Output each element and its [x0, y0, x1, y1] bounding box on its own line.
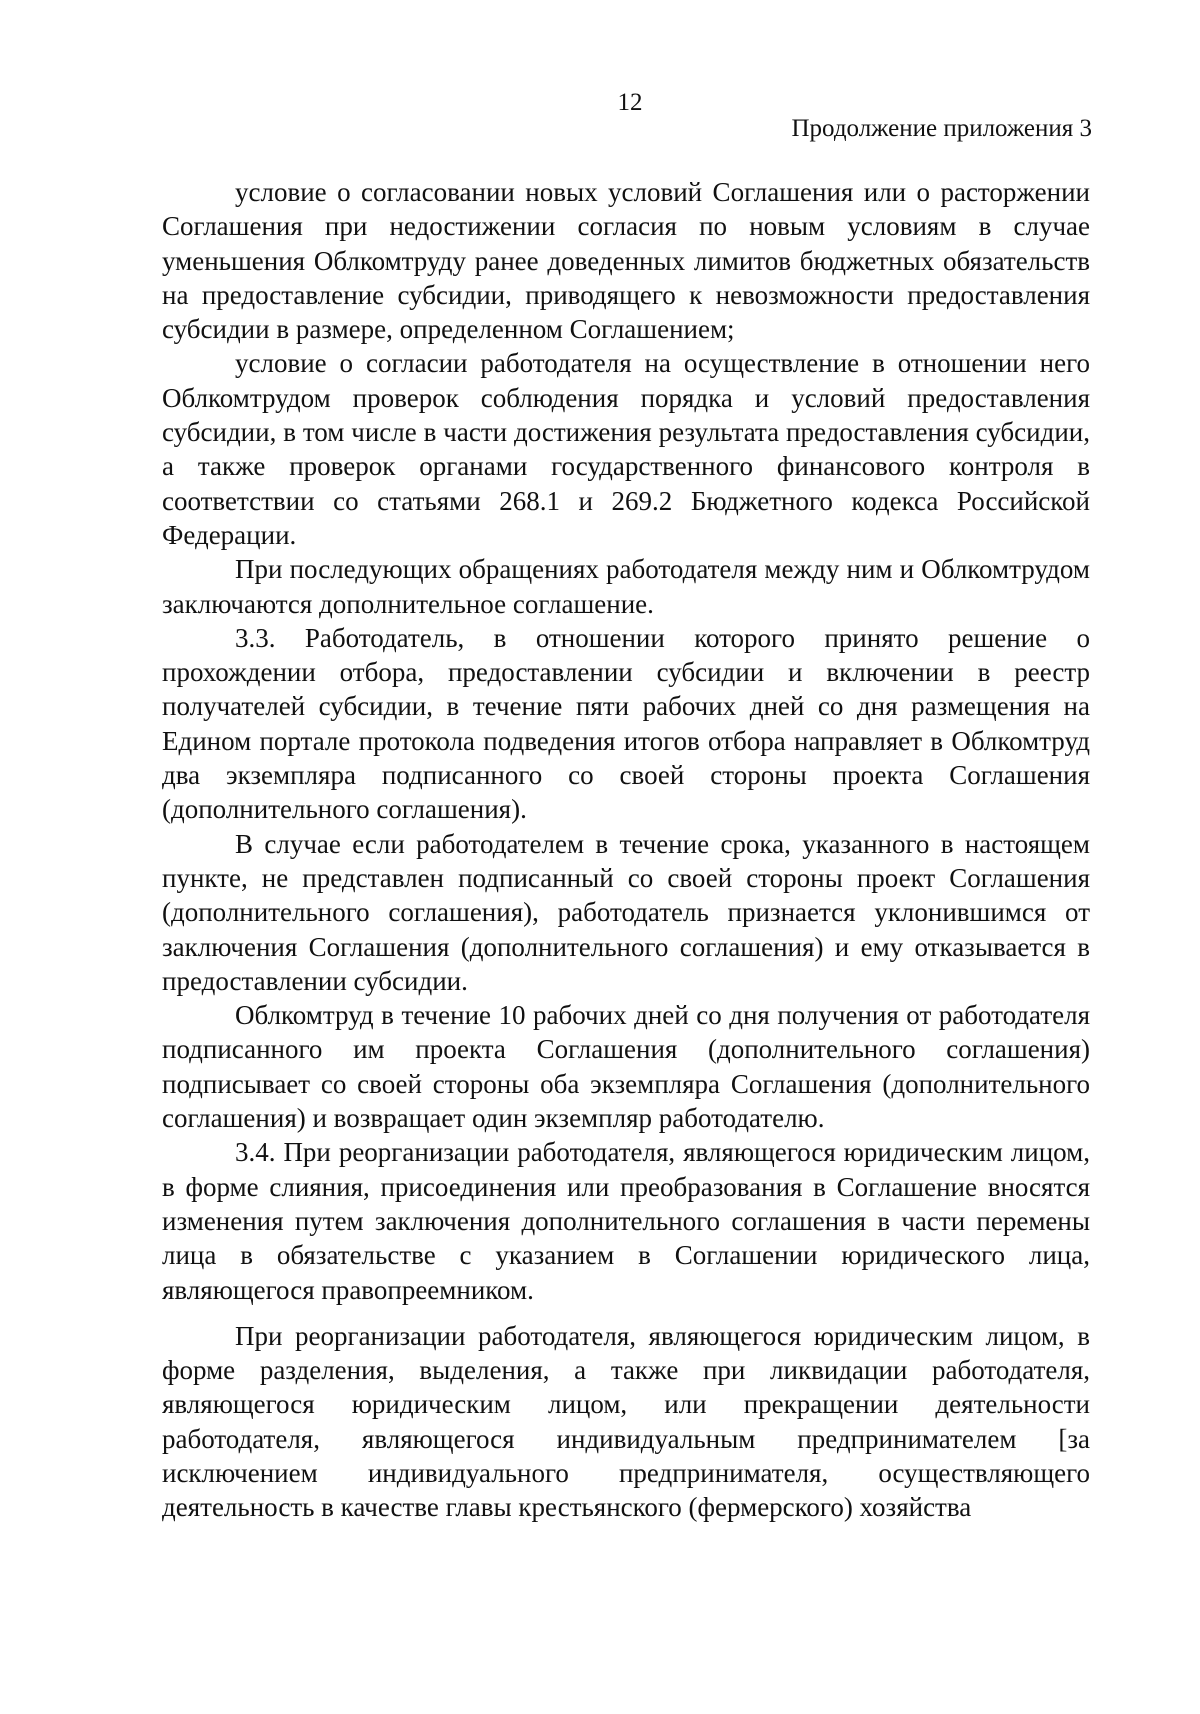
paragraph-section-3-3: 3.3. Работодатель, в отношении которого принято решение о прохождении отбора, предоставлении субсидии и включении в реестр получателей субсидии, в течение пяти рабочих дней со дня размещения на Едином портале протокола подведения итогов отбора направляет в Облкомтруд два экземпляра подписанного со своей стороны проекта Соглашения (дополнительного соглашения).: [162, 622, 1090, 825]
running-header: Продолжение приложения 3: [791, 115, 1092, 142]
paragraph-agreement-change-condition: условие о согласовании новых условий Соглашения или о расторжении Соглашения при недостижении согласия по новым условиям в случае уменьшения Облкомтруду ранее доведенных лимитов бюджетных обязательств на предоставление субсидии, приводящего к невозможности предоставления субсидии в размере, определенном Соглашением;: [162, 177, 1090, 345]
paragraph-reorganization-division: При реорганизации работодателя, являющегося юридическим лицом, в форме разделения, выделения, а также при ликвидации работодателя, являющегося юридическим лицом, или прекращении деятельности работодателя, являющегося индивидуальным предпринимателем [за исключением индивидуального предпринимателя, осуществляющего деятельность в качестве главы крестьянского (фермерского) хозяйства: [162, 1320, 1090, 1523]
paragraph-evasion: В случае если работодателем в течение срока, указанного в настоящем пункте, не представлен подписанный со своей стороны проект Соглашения (дополнительного соглашения), работодатель признается уклонившимся от заключения Соглашения (дополнительного соглашения) и ему отказывается в предоставлении субсидии.: [162, 828, 1090, 996]
paragraph-signing-return: Облкомтруд в течение 10 рабочих дней со дня получения от работодателя подписанного им проекта Соглашения (дополнительного соглашения) подписывает со своей стороны оба экземпляра Соглашения (дополнительного соглашения) и возвращает один экземпляр работодателю.: [162, 1000, 1090, 1134]
paragraph-subsequent-requests: При последующих обращениях работодателя между ним и Облкомтрудом заключаются дополнительное соглашение.: [162, 554, 1090, 619]
paragraph-inspection-consent: условие о согласии работодателя на осуществление в отношении него Облкомтрудом проверок соблюдения порядка и условий предоставления субсидии, в том числе в части достижения результата предоставления субсидии, а также проверок органами государственного финансового контроля в соответствии со статьями 268.1 и 269.2 Бюджетного кодекса Российской Федерации.: [162, 348, 1090, 550]
paragraph-section-3-4: 3.4. При реорганизации работодателя, являющегося юридическим лицом, в форме слияния, присоединения или преобразования в Соглашение вносятся изменения путем заключения дополнительного соглашения в части перемены лица в обязательстве с указанием в Соглашении юридического лица, являющегося правопреемником.: [162, 1137, 1090, 1305]
body-text: [162, 175, 1090, 1525]
page-number: 12: [617, 89, 643, 116]
